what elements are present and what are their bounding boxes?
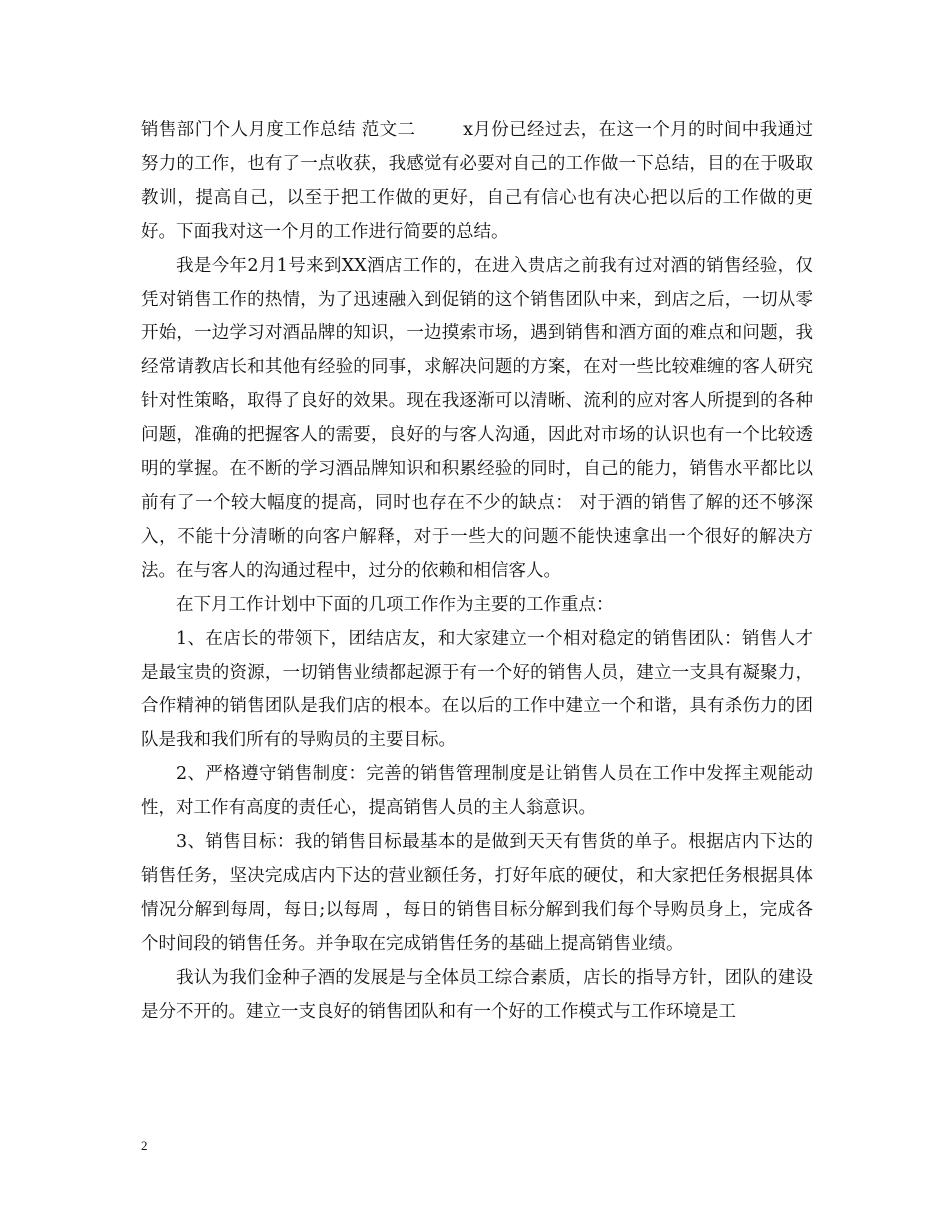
paragraph-2: 我是今年2月1号来到XX酒店工作的，在进入贵店之前我有过对酒的销售经验，仅凭对销售工作的热情，为了迅速融入到促销的这个销售团队中来，到店之后，一切从零开始，一边学习对酒品牌的知识，一边摸索市场，遇到销售和酒方面的难点和问题，我经常请教店长和其他有经验的同事，求解决问题的方案，在对一些比较难缠的客人研究针对性策略，取得了良好的效果。现在我逐渐可以清晰、流利的应对客人所提到的各种问题，准确的把握客人的需要，良好的与客人沟通，因此对市场的认识也有一个比较透明的掌握。在不断的学习酒品牌知识和积累经验的同时，自己的能力，销售水平都比以前有了一个较大幅度的提高，同时也存在不少的缺点： 对于酒的销售了解的还不够深入，不能十分清晰的向客户解释，对于一些大的问题不能快速拿出一个很好的解决方法。在与客人的沟通过程中，过分的依赖和相信客人。 <box>141 255 813 581</box>
document-title: 销售部门个人月度工作总结 范文二 <box>141 120 416 140</box>
paragraph-6: 3、销售目标：我的销售目标最基本的是做到天天有售货的单子。根据店内下达的销售任务，坚决完成店内下达的营业额任务，打好年底的硬仗，和大家把任务根据具体情况分解到每周，每日;以每周 ，每日的销售目标分解到我们每个导购员身上，完成各个时间段的销售任务。并争取在完成销售任务的基础上提高销售业绩。 <box>141 832 813 954</box>
paragraph-7: 我认为我们金种子酒的发展是与全体员工综合素质，店长的指导方针，团队的建设是分不开的。建立一支良好的销售团队和有一个好的工作模式与工作环境是工 <box>141 967 813 1022</box>
paragraph-1-text: x月份已经过去，在这一个月的时间中我通过努力的工作，也有了一点收获，我感觉有必要对自己的工作做一下总结，目的在于吸取教训，提高自己，以至于把工作做的更好，自己有信心也有决心把以后的工作做的更好。下面我对这一个月的工作进行简要的总结。 <box>141 120 813 242</box>
paragraph-4: 1、在店长的带领下，团结店友，和大家建立一个相对稳定的销售团队：销售人才是最宝贵的资源，一切销售业绩都起源于有一个好的销售人员，建立一支具有凝聚力，合作精神的销售团队是我们店的根本。在以后的工作中建立一个和谐，具有杀伤力的团队是我和我们所有的导购员的主要目标。 <box>141 628 813 751</box>
paragraph-3: 在下月工作计划中下面的几项工作作为主要的工作重点： <box>176 594 614 615</box>
title-gap <box>415 120 463 140</box>
page-number: 2 <box>141 1138 148 1153</box>
opening-paragraph <box>141 114 813 250</box>
paragraph-5: 2、严格遵守销售制度：完善的销售管理制度是让销售人员在工作中发挥主观能动性，对工作有高度的责任心，提高销售人员的主人翁意识。 <box>141 764 813 819</box>
document-body <box>141 114 813 1029</box>
